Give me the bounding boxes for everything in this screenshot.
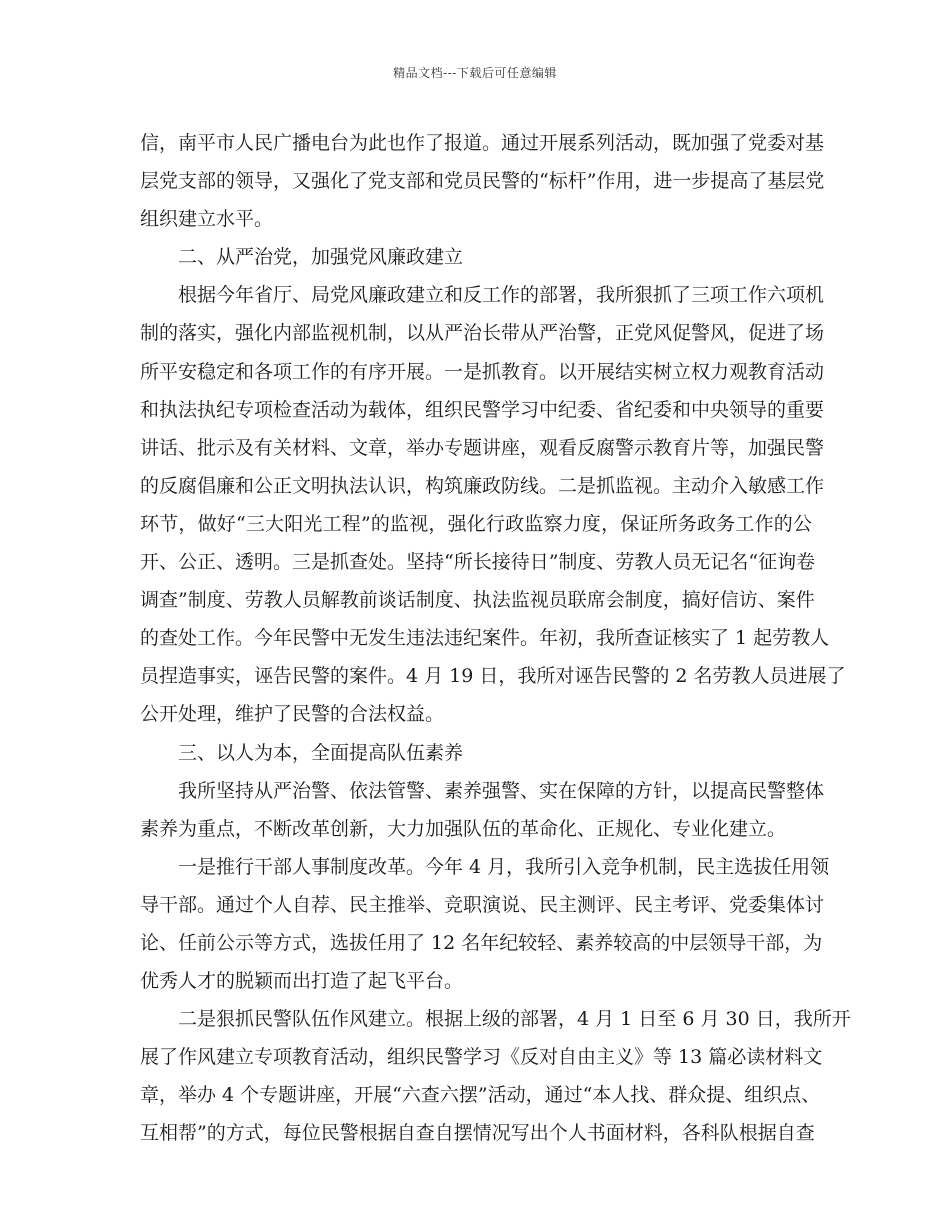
body-text-line: 优秀人才的脱颖而出打造了起飞平台。 bbox=[140, 970, 464, 993]
body-text-line: 的反腐倡廉和公正文明执法认识，构筑廉政防线。二是抓监视。主动介入敏感工作 bbox=[140, 474, 825, 497]
body-text-line: 一是推行干部人事制度改革。今年 4 月，我所引入竞争机制，民主选拔任用领 bbox=[178, 855, 830, 878]
body-text-line: 互相帮”的方式，每位民警根据自查自摆情况写出个人书面材料，各科队根据自查 bbox=[140, 1122, 815, 1145]
body-text-line: 环节，做好“三大阳光工程”的监视，强化行政监察力度，保证所务政务工作的公 bbox=[140, 512, 812, 535]
body-text-line: 所平安稳定和各项工作的有序开展。一是抓教育。以开展结实树立权力观教育活动 bbox=[140, 360, 825, 383]
body-text-line: 根据今年省厅、局党风廉政建立和反工作的部署，我所狠抓了三项工作六项机 bbox=[178, 284, 825, 307]
body-text-line: 员捏造事实，诬告民警的案件。4 月 19 日，我所对诬告民警的 2 名劳教人员进展了 bbox=[140, 665, 846, 688]
body-text-line: 展了作风建立专项教育活动，组织民警学习《反对自由主义》等 13 篇必读材料文 bbox=[140, 1046, 823, 1069]
section-heading: 二、从严治党，加强党风廉政建立 bbox=[178, 246, 464, 269]
page-header: 精品文档---下载后可任意编辑 bbox=[393, 66, 557, 80]
body-text-line: 我所坚持从严治警、依法管警、素养强警、实在保障的方针，以提高民警整体 bbox=[178, 779, 825, 802]
body-text-line: 制的落实，强化内部监视机制，以从严治长带从严治警，正党风促警风，促进了场 bbox=[140, 322, 825, 345]
body-text-line: 开、公正、透明。三是抓查处。坚持“所长接待日”制度、劳教人员无记名“征询卷 bbox=[140, 551, 816, 574]
body-text-line: 调查”制度、劳教人员解教前谈话制度、执法监视员联席会制度，搞好信访、案件 bbox=[140, 589, 815, 612]
body-text-line: 论、任前公示等方式，选拔任用了 12 名年纪较轻、素养较高的中层领导干部，为 bbox=[140, 931, 823, 954]
body-text-line: 公开处理，维护了民警的合法权益。 bbox=[140, 703, 445, 726]
body-text-line: 组织建立水平。 bbox=[140, 208, 274, 231]
body-text-line: 讲话、批示及有关材料、文章，举办专题讲座，观看反腐警示教育片等，加强民警 bbox=[140, 436, 825, 459]
body-text-line: 的查处工作。今年民警中无发生违法违纪案件。年初，我所查证核实了 1 起劳教人 bbox=[140, 627, 830, 650]
body-text-line: 素养为重点，不断改革创新，大力加强队伍的革命化、正规化、专业化建立。 bbox=[140, 817, 787, 840]
document-body bbox=[140, 124, 851, 1153]
body-text-line: 层党支部的领导，又强化了党支部和党员民警的“标杆”作用，进一步提高了基层党 bbox=[140, 170, 825, 193]
body-text-line: 信，南平市人民广播电台为此也作了报道。通过开展系列活动，既加强了党委对基 bbox=[140, 132, 825, 154]
body-text-line: 和执法执纪专项检查活动为载体，组织民警学习中纪委、省纪委和中央领导的重要 bbox=[140, 398, 825, 421]
section-heading: 三、以人为本，全面提高队伍素养 bbox=[178, 741, 464, 764]
body-text-line: 章，举办 4 个专题讲座，开展“六查六摆”活动，通过“本人找、群众提、组织点、 bbox=[140, 1084, 821, 1107]
body-text-line: 二是狠抓民警队伍作风建立。根据上级的部署，4 月 1 日至 6 月 30 日，我所开 bbox=[178, 1008, 851, 1031]
body-text-line: 导干部。通过个人自荐、民主推举、竞职演说、民主测评、民主考评、党委集体讨 bbox=[140, 893, 825, 916]
